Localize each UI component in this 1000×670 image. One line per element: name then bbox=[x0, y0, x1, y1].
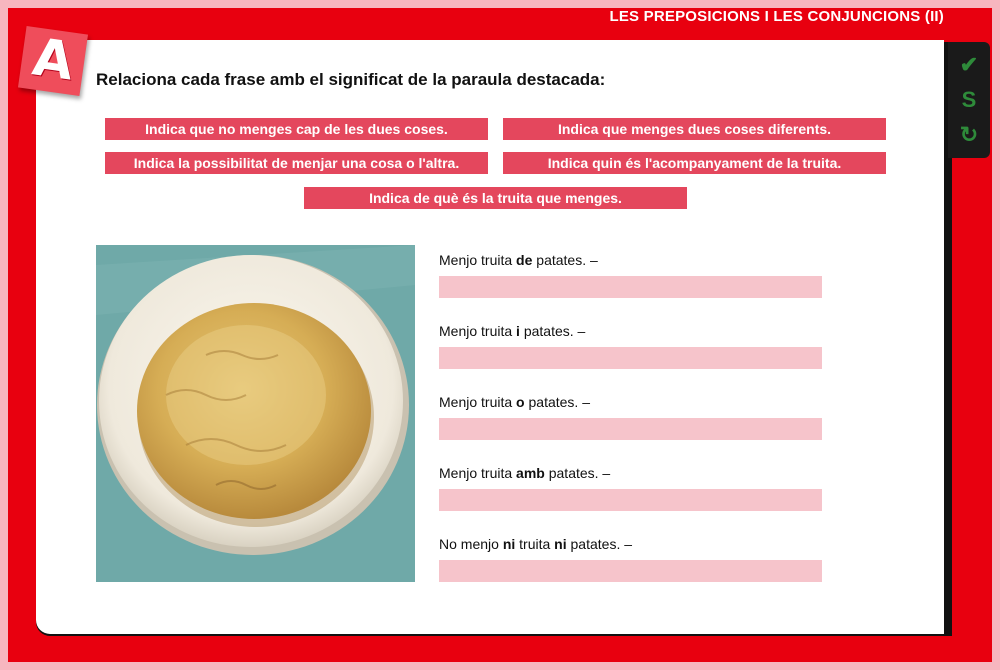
tortilla-photo bbox=[96, 245, 415, 582]
sentence-de bbox=[439, 252, 598, 268]
dropzone-amb[interactable] bbox=[439, 489, 822, 511]
sentence-text: truita bbox=[515, 536, 555, 552]
highlighted-word: o bbox=[516, 394, 525, 410]
sentence-text: patates. – bbox=[524, 394, 590, 410]
option-no-cap[interactable]: Indica que no menges cap de les dues coses. bbox=[105, 118, 488, 140]
option-dues-coses[interactable]: Indica que menges dues coses diferents. bbox=[503, 118, 886, 140]
logo bbox=[18, 26, 88, 96]
dropzone-de[interactable] bbox=[439, 276, 822, 298]
sentence-ni bbox=[439, 536, 632, 552]
highlighted-word: de bbox=[516, 252, 533, 268]
highlighted-word: ni bbox=[554, 536, 567, 552]
sentence-text: Menjo truita bbox=[439, 465, 517, 481]
reset-icon[interactable]: ↻ bbox=[959, 121, 979, 147]
check-icon[interactable]: ✔ bbox=[959, 52, 979, 78]
sentence-i bbox=[439, 323, 585, 339]
sentence-o bbox=[439, 394, 590, 410]
sentence-text: Menjo truita bbox=[439, 394, 517, 410]
logo-letter: A bbox=[29, 27, 78, 93]
instruction-text: Relaciona cada frase amb el significat de la paraula destacada: bbox=[96, 70, 606, 89]
option-possibilitat[interactable]: Indica la possibilitat de menjar una cosa o l'altra. bbox=[105, 152, 488, 174]
sentence-text: patates. – bbox=[519, 323, 586, 339]
dropzone-ni[interactable] bbox=[439, 560, 822, 582]
highlighted-word: ni bbox=[502, 536, 516, 552]
sentence-text: patates. – bbox=[566, 536, 633, 552]
sentence-text: patates. – bbox=[532, 252, 598, 268]
option-de-que[interactable]: Indica de què és la truita que menges. bbox=[304, 187, 687, 209]
highlighted-word: i bbox=[516, 323, 520, 339]
side-toolbar bbox=[948, 42, 990, 158]
option-acompanyament[interactable]: Indica quin és l'acompanyament de la truita. bbox=[503, 152, 886, 174]
highlighted-word: amb bbox=[516, 465, 545, 481]
sentence-amb bbox=[439, 465, 610, 481]
sentence-text: patates. – bbox=[544, 465, 611, 481]
activity-title: LES PREPOSICIONS I LES CONJUNCIONS (II) bbox=[609, 8, 944, 25]
sentence-text: Menjo truita bbox=[439, 323, 517, 339]
sentence-text: No menjo bbox=[439, 536, 503, 552]
sentence-text: Menjo truita bbox=[439, 252, 517, 268]
solution-icon[interactable]: S bbox=[961, 86, 977, 112]
dropzone-o[interactable] bbox=[439, 418, 822, 440]
tortilla-illustration bbox=[96, 245, 415, 582]
dropzone-i[interactable] bbox=[439, 347, 822, 369]
